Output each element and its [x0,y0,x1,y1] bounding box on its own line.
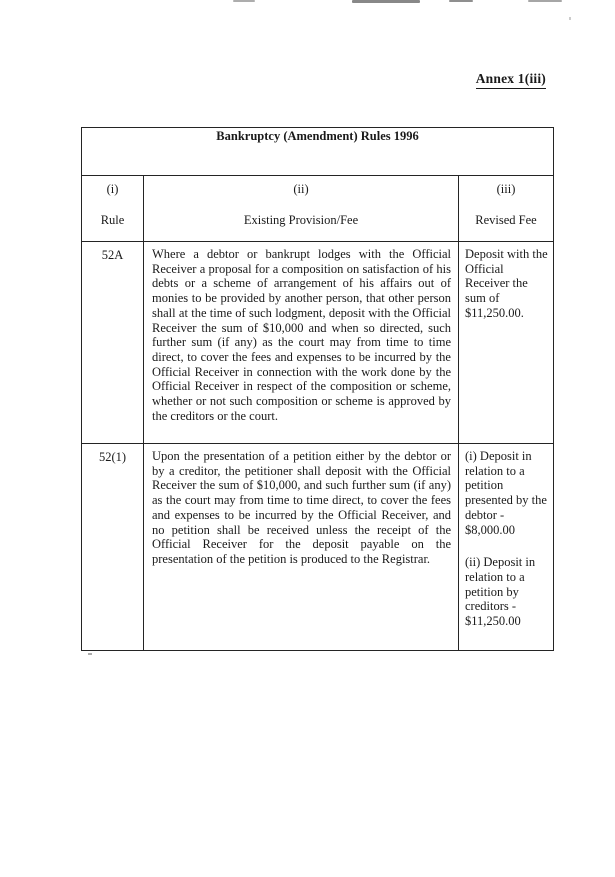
provision-text: Where a debtor or bankrupt lodges with the Official Receiver a proposal for a composition on satisfaction of his debts or a scheme of arrangement of his affairs out of monies to be provided by another person, that other person shall at the time of such lodgment, deposit with the Official Receiver the sum of $10,000 and when so directed, such further sum (if any) as the court may from time to time direct, to cover the fees and expenses to be incurred by the Official Receiver in connection with the work done by the Official Receiver in respect of the composition or scheme, whether or not such composition or scheme is approved by the creditors or the court. [144,242,459,444]
revised-fee-cell [459,242,554,444]
revised-fee-text: Deposit with the Official Receiver the sum of $11,250.00. [465,247,548,320]
scan-artifact-smudge [528,0,562,2]
table-row [82,444,554,651]
column-header-revised-fee [459,176,554,242]
column-number: (iii) [496,182,516,196]
column-number: (ii) [293,182,309,196]
table-row [82,242,554,444]
scan-artifact-smudge [449,0,473,2]
column-number: (i) [106,182,119,196]
scan-artifact-smudge [352,0,420,3]
table-header-row [82,176,554,242]
table-title: Bankruptcy (Amendment) Rules 1996 [82,128,554,176]
column-label: Revised Fee [475,212,537,227]
revised-fee-text: (ii) Deposit in relation to a petition by creditors - $11,250.00 [465,555,536,629]
scan-artifact-smudge [233,0,255,2]
column-header-rule [82,176,144,242]
column-label: Rule [100,212,125,227]
revised-fee-cell [459,444,554,651]
annex-label: Annex 1(iii) [476,71,546,89]
bankruptcy-rules-table [81,127,554,651]
provision-text: Upon the presentation of a petition either by the debtor or by a creditor, the petitioner shall deposit with the Official Receiver the sum of $10,000, and such further sum (if any) as the court may from time to time direct, to cover the fees and expenses to be incurred by the Official Receiver, and no petition shall be received unless the receipt of the Official Receiver for the deposit payable on the presentation of the petition is produced to the Registrar. [144,444,459,651]
rule-number: 52A [82,242,144,444]
table-title-row [82,128,554,176]
column-header-existing-provision [144,176,459,242]
scan-artifact-speck [569,17,571,20]
scan-artifact-speck [88,653,92,655]
column-label: Existing Provision/Fee [243,212,359,227]
revised-fee-text: (i) Deposit in relation to a petition presented by the debtor - $8,000.00 [465,449,547,537]
rule-number: 52(1) [82,444,144,651]
